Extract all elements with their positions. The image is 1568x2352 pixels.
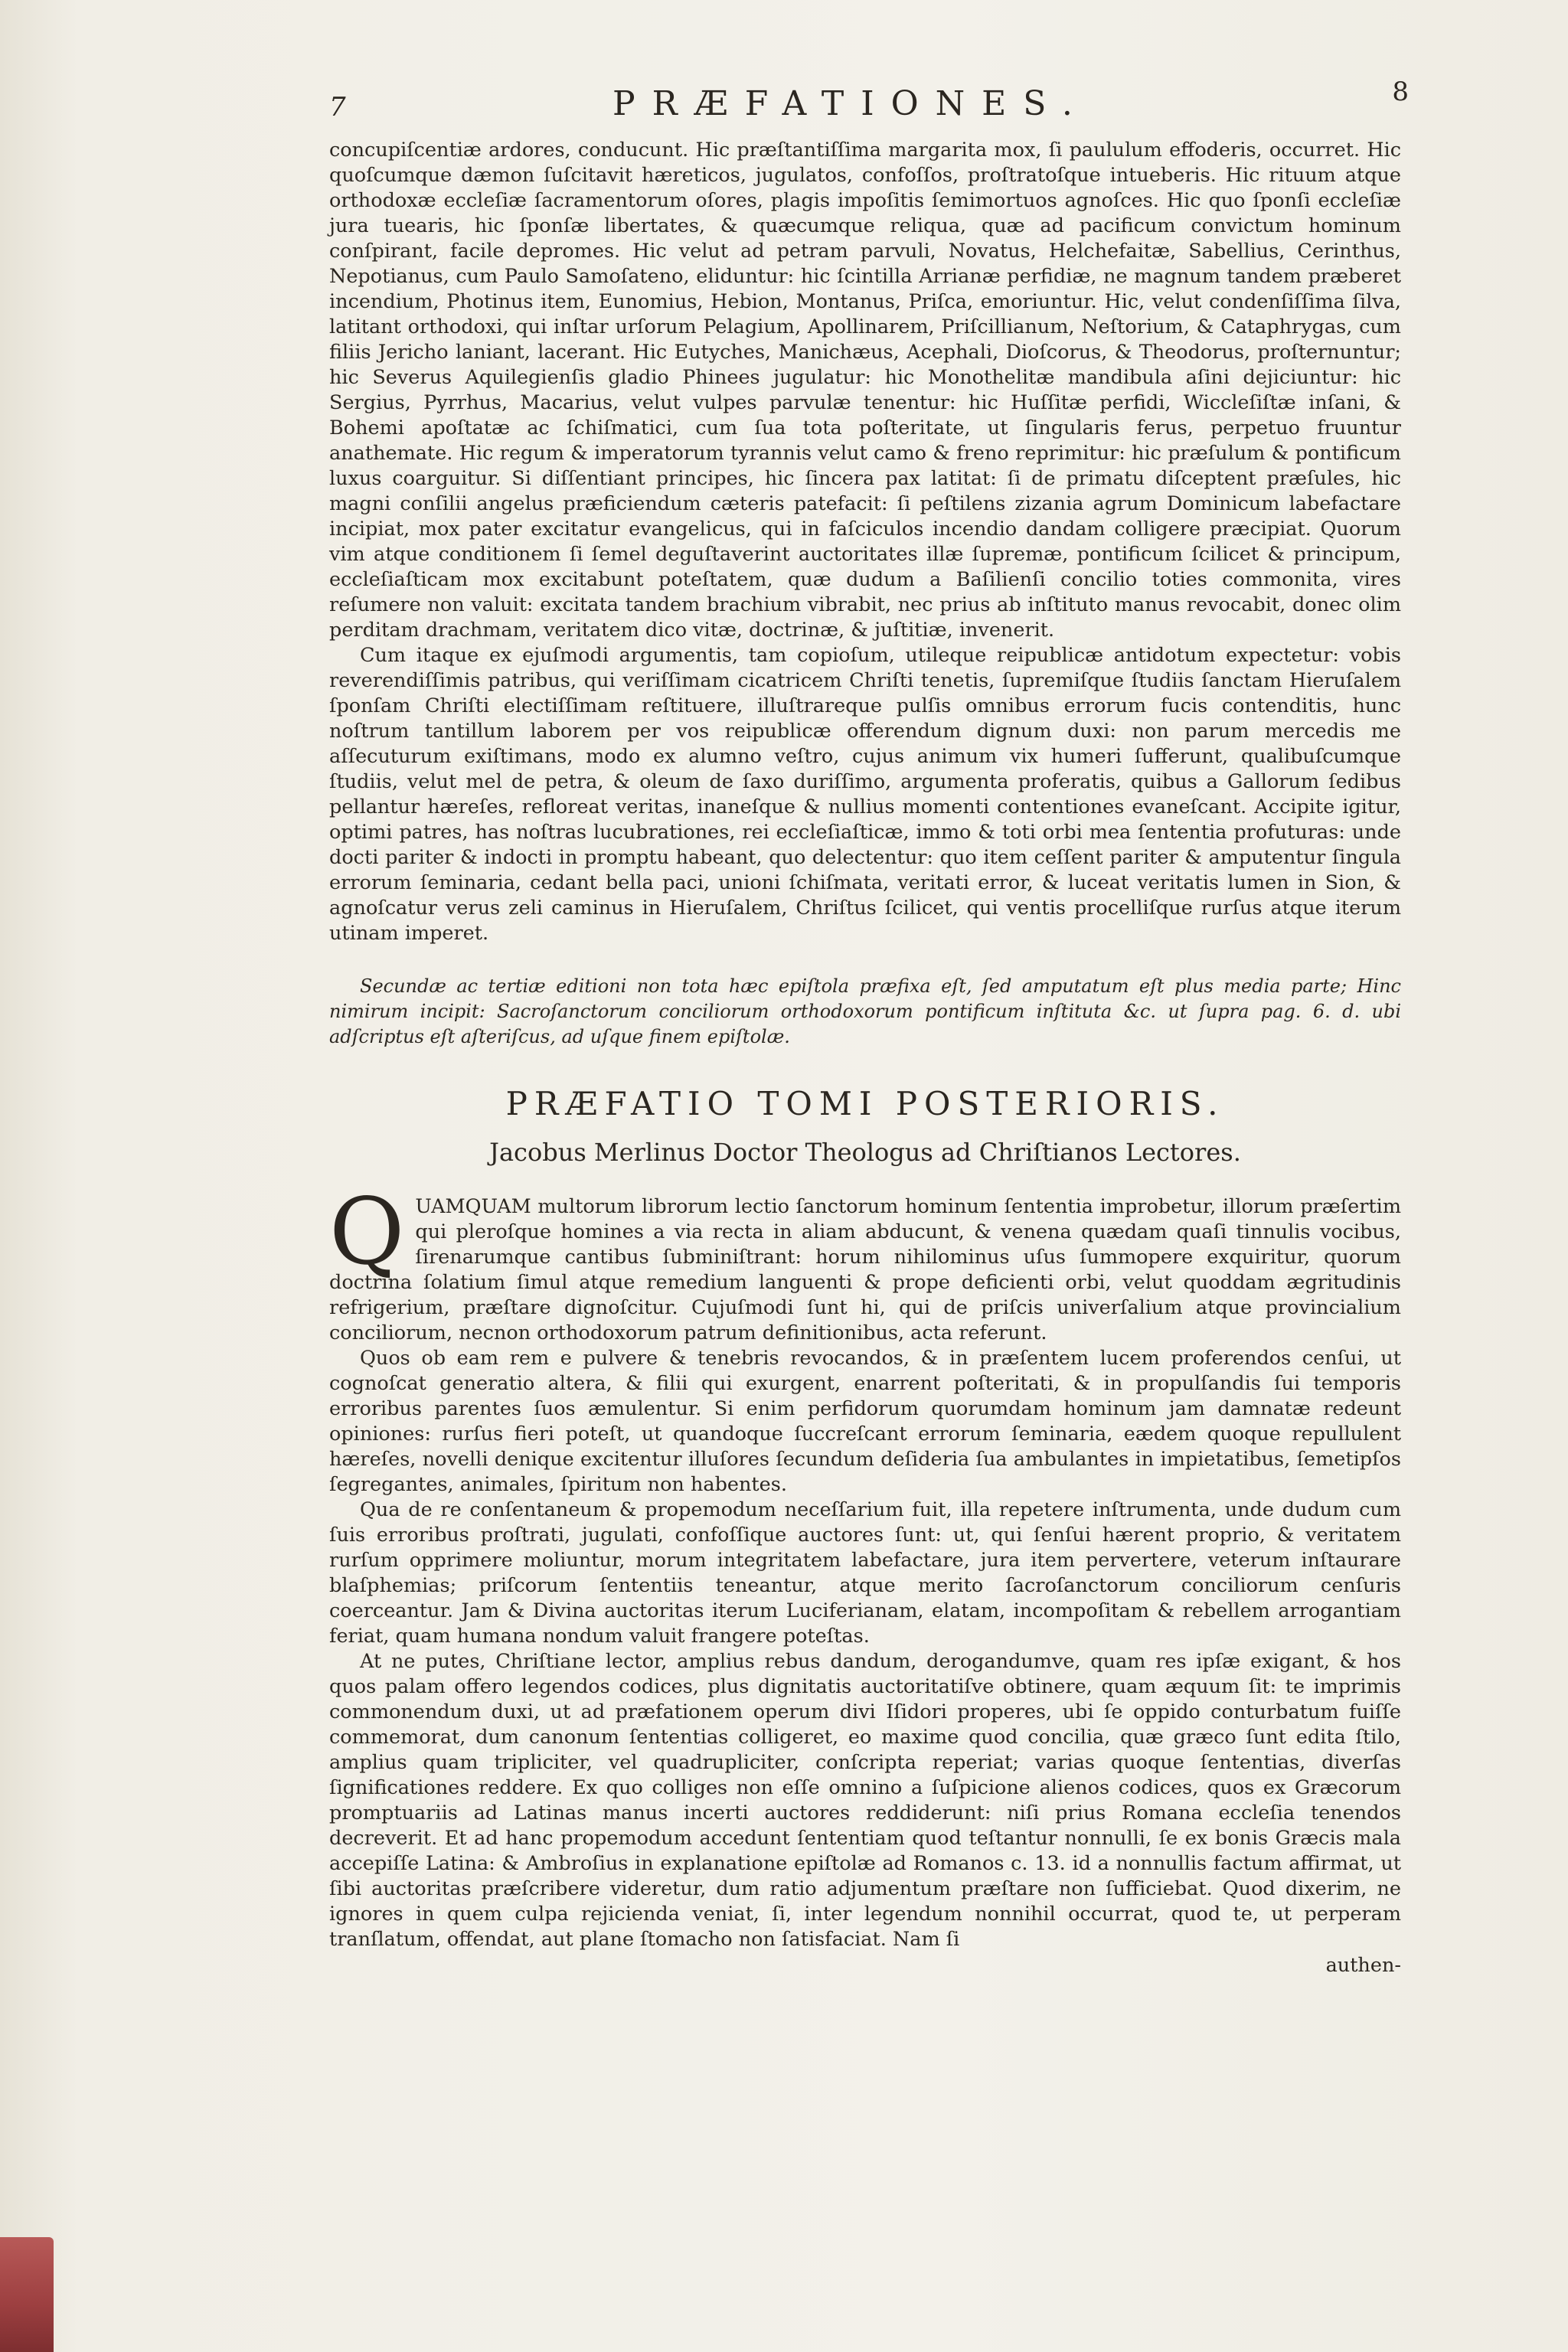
catchword: authen- [1325,1954,1401,1977]
paragraph-3-text: UAMQUAM multorum librorum lectio ſanctorum hominum ſententia improbetur, illorum præſertim qui pleroſque homines a via recta in aliam abducunt, & venena quædam quaſi tinnulis vocibus, ſirenarumque cantibus ſubminiſtrant: horum nihilominus uſus ſummopere exquiritur, quorum doctrina ſolatium ſimul atque remedium languenti & prope deficienti orbi, velut quoddam ægritudinis refrigerium, præſtare dignoſcitur. Cujuſmodi ſunt hi, qui de priſcis univerſalium atque provincialium conciliorum, necnon orthodoxorum patrum definitionibus, acta referunt. [329,1195,1401,1344]
paragraph-5: Qua de re conſentaneum & propemodum neceſſarium fuit, illa repetere inſtrumenta, unde dudum cum ſuis erroribus proſtrati, jugulati, confoſſique auctores ſunt: ut, qui ſenſui hærent proprio, & veritatem rurſum opprimere moliuntur, morum integritatem labefactare, jura item pervertere, veterum inſtaurare blaſphemias; priſcorum ſententiis teneantur, atque merito ſacroſanctorum conciliorum cenſuris coerceantur. Jam & Divina auctoritas iterum Luciferianam, elatam, incompoſitam & rebellem arrogantiam feriat, quam humana nondum valuit frangere poteſtas. [329,1498,1401,1648]
page-content [329,77,1409,1977]
page-number-left: 7 [329,92,346,122]
running-title: PRÆFATIONES. [612,84,1089,123]
section-subtitle: Jacobus Merlinus Doctor Theologus ad Chriſtianos Lectores. [489,1138,1241,1167]
paragraph-4: Quos ob eam rem e pulvere & tenebris revocandos, & in præſentem lucem proferendos cenſui, ut cognoſcat generatio altera, & filii qui exurgent, enarrent poſteritati, & in propulſandis ſui temporis erroribus parentes ſuos æmulentur. Si enim perfidorum quorumdam hominum jam damnatæ redeunt opiniones: rurſus fieri poteſt, ut quandoque ſuccreſcant errorum ſeminaria, eædem quoque repullulent hæreſes, novelli denique excitentur illuſores ſecundum deſideria ſua ambulantes in impietatibus, ſemetipſos ſegregantes, animales, ſpiritum non habentes. [329,1347,1401,1496]
paragraph-3 [329,1179,1401,1346]
paragraph-1: concupiſcentiæ ardores, conducunt. Hic præſtantiſſima margarita mox, ſi paululum effoderis, occurret. Hic quoſcumque dæmon ſuſcitavit hæreticos, jugulatos, confoſſos, proſtratoſque intueberis. Hic rituum atque orthodoxæ eccleſiæ ſacramentorum oſores, plagis impoſitis ſemimortuos agnoſces. Hic quo ſponſi eccleſiæ jura tuearis, hic ſponſæ libertates, & quæcumque reliqua, quæ ad pacificum convictum hominum conſpirant, facile depromes. Hic velut ad petram parvuli, Novatus, Helchefaitæ, Sabellius, Cerinthus, Nepotianus, cum Paulo Samoſateno, eliduntur: hic ſcintilla Arrianæ perfidiæ, ne magnum tandem præberet incendium, Photinus item, Eunomius, Hebion, Montanus, Priſca, emoriuntur. Hic, velut condenſiſſima ſilva, latitant orthodoxi, qui inſtar urſorum Pelagium, Apollinarem, Priſcillianum, Neſtorium, & Cataphrygas, cum filiis Jericho laniant, lacerant. Hic Eutyches, Manichæus, Acephali, Dioſcorus, & Theodorus, proſternuntur; hic Severus Aquilegienſis gladio Phinees jugulatur: hic Monothelitæ mandibula aſini dejiciuntur: hic Sergius, Pyrrhus, Macarius, velut vulpes parvulæ tenentur: hic Huſſitæ perfidi, Wiccleſiſtæ inſani, & Bohemi apoſtatæ ac ſchiſmatici, cum ſua tota poſteritate, ut ſingularis ferus, perpetuo fruuntur anathemate. Hic regum & imperatorum tyrannis velut camo & freno reprimitur: hic præſulum & pontificum luxus coarguitur. Si diſſentiant principes, hic ſincera pax latitat: ſi de primatu diſceptent præſules, hic magni conſilii angelus præficiendum cæteris patefacit: ſi peſtilens zizania agrum Dominicum labefactare incipiat, mox pater excitatur evangelicus, qui in faſciculos incendio dandam colligere præcipiat. Quorum vim atque conditionem ſi ſemel deguſtaverint auctoritates illæ ſupremæ, pontificum ſcilicet & principum, eccleſiaſticam mox excitabunt poteſtatem, quæ dudum a Baſilienſi concilio toties commonita, vires reſumere non valuit: excitata tandem brachium vibrabit, nec prius ab inſtituto manus revocabit, donec olim perditam drachmam, veritatem dico vitæ, doctrinæ, & juſtitiæ, invenerit. [329,139,1401,642]
book-binding-edge [0,2237,54,2352]
running-head [329,77,1409,138]
section-title: PRÆFATIO TOMI POSTERIORIS. [505,1085,1225,1122]
paragraph-6: At ne putes, Chriſtiane lector, amplius rebus dandum, derogandumve, quam res ipſæ exigant, & hos quos palam offero legendos codices, plus dignitatis auctoritatiſve obtinere, quam æquum ſit: te imprimis commonendum duxi, ut ad præfationem operum divi Iſidori properes, ubi ſe oppido conturbatum fuiſſe commemorat, dum canonum ſententias colligeret, eo maxime quod concilia, quæ græco ſunt edita ſtilo, amplius quam tripliciter, vel quadrupliciter, conſcripta reperiat; varias quoque ſententias, diverſas ſignificationes reddere. Ex quo colliges non eſſe omnino a ſuſpicione alienos codices, quos ex Græcorum promptuariis ad Latinas manus incerti auctores reddiderunt: niſi prius Romana eccleſia tenendos decreverit. Et ad hanc propemodum accedunt ſententiam quod teſtantur nonnulli, ſe ex bonis Græcis mala accepiſſe Latina: & Ambroſius in explanatione epiſtolæ ad Romanos c. 13. id a nonnullis factum affirmat, ut ſibi auctoritas præſcribere videretur, dum ratio adjumentum præſtare non ſufficiebat. Quod dixerim, ne ignores in quem culpa rejicienda veniat, ſi, inter legendum nonnihil occurrat, quod te, ut perperam tranſlatum, offendat, aut plane ſtomacho non ſatisfaciat. Nam ſi [329,1650,1401,1951]
editorial-note: Secundæ ac tertiæ editioni non tota hæc epiſtola præfixa eſt, ſed amputatum eſt plus media parte; Hinc nimirum incipit: Sacroſanctorum conciliorum orthodoxorum pontificum inſtituta &c. ut ſupra pag. 6. d. ubi adſcriptus eſt aſteriſcus, ad uſque finem epiſtolæ. [329,975,1401,1047]
page-number-right: 8 [1392,77,1409,107]
drop-cap: Q [329,1179,405,1285]
paragraph-2: Cum itaque ex ejuſmodi argumentis, tam copioſum, utileque reipublicæ antidotum expectetur: vobis reverendiſſimis patribus, qui veriſſimam cicatricem Chriſti tenetis, ſupremiſque ſtudiis ſanctam Hieruſalem ſponſam Chriſti electiſſimam reſtituere, illuſtrareque pulſis omnibus errorum fucis contenditis, hunc noſtrum tantillum laborem per vos reipublicæ offerendum dignum duxi: non parum mercedis me aſſecuturum exiſtimans, modo ex alumno veſtro, cujus animum vix humeri ſufferunt, qualibuſcumque ſtudiis, velut mel de petra, & oleum de ſaxo duriſſimo, argumenta proferatis, quibus a Gallorum ſedibus pellantur hæreſes, refloreat veritas, inaneſque & nullius momenti contentiones evaneſcant. Accipite igitur, optimi patres, has noſtras lucubrationes, rei eccleſiaſticæ, immo & toti orbi mea ſententia profuturas: unde docti pariter & indocti in promptu habeant, quo delectentur: quo item ceſſent pariter & amputentur ſingula errorum ſeminaria, cedant bella paci, unioni ſchiſmata, veritati error, & luceat veritatis lumen in Sion, & agnoſcatur verus zeli caminus in Hieruſalem, Chriſtus ſcilicet, qui ventis procelliſque rurſus atque iterum utinam imperet. [329,644,1401,945]
